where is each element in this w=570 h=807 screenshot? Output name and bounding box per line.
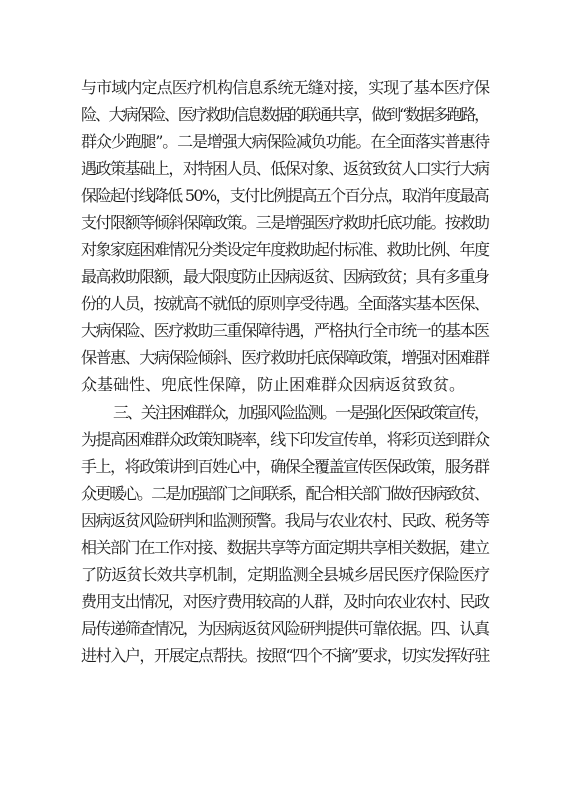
text-line: 对象家庭困难情况分类设定年度救助起付标准、救助比例、年度 (81, 240, 489, 259)
text-line: 大病保险、医疗救助三重保障待遇，严格执行全市统一的基本医 (81, 321, 489, 340)
text-line: 费用支出情况，对医疗费用较高的人群，及时向农业农村、民政 (81, 592, 489, 611)
section-heading-line: 三、关注困难群众，加强风险监测。一是强化医保政策宣传， (113, 403, 488, 422)
text-line: 局传递筛查情况，为因病返贫风险研判提供可靠依据。四、认真 (81, 619, 489, 638)
text-line: 遇政策基础上，对特困人员、低保对象、返贫致贫人口实行大病 (81, 159, 489, 178)
text-line: 险、大病保险、医疗救助信息数据的联通共享，做到“数据多跑路， (81, 105, 489, 124)
text-line: 份的人员，按就高不就低的原则享受待遇。全面落实基本医保、 (81, 294, 489, 313)
text-line: 进村入户，开展定点帮扶。按照“四个不摘”要求，切实发挥好驻 (81, 646, 489, 665)
text-line: 最高救助限额，最大限度防止因病返贫、因病致贫；具有多重身 (81, 267, 489, 286)
text-line: 保险起付线降低 50%，支付比例提高五个百分点，取消年度最高 (81, 186, 488, 205)
text-line: 与市域内定点医疗机构信息系统无缝对接，实现了基本医疗保 (81, 78, 490, 97)
text-line: 为提高困难群众政策知晓率，线下印发宣传单，将彩页送到群众 (81, 430, 489, 449)
text-line: 众基础性、兜底性保障，防止困难群众因病返贫致贫。 (81, 375, 466, 394)
text-line: 因病返贫风险研判和监测预警。我局与农业农村、民政、税务等 (81, 511, 489, 530)
text-line: 群众少跑腿”。二是增强大病保险减负功能。在全面落实普惠待 (81, 132, 490, 151)
text-line: 了防返贫长效共享机制，定期监测全县城乡居民医疗保险医疗 (81, 565, 490, 584)
text-line: 众更暖心。二是加强部门之间联系，配合相关部门做好因病致贫、 (81, 484, 489, 503)
text-line: 手上，将政策讲到百姓心中，确保全覆盖宣传医保政策，服务群 (81, 457, 489, 476)
text-line: 支付限额等倾斜保障政策。三是增强医疗救助托底功能。按救助 (81, 213, 489, 232)
text-line: 相关部门在工作对接、数据共享等方面定期共享相关数据，建立 (81, 538, 489, 557)
text-line: 保普惠、大病保险倾斜、医疗救助托底保障政策，增强对困难群 (81, 348, 489, 367)
